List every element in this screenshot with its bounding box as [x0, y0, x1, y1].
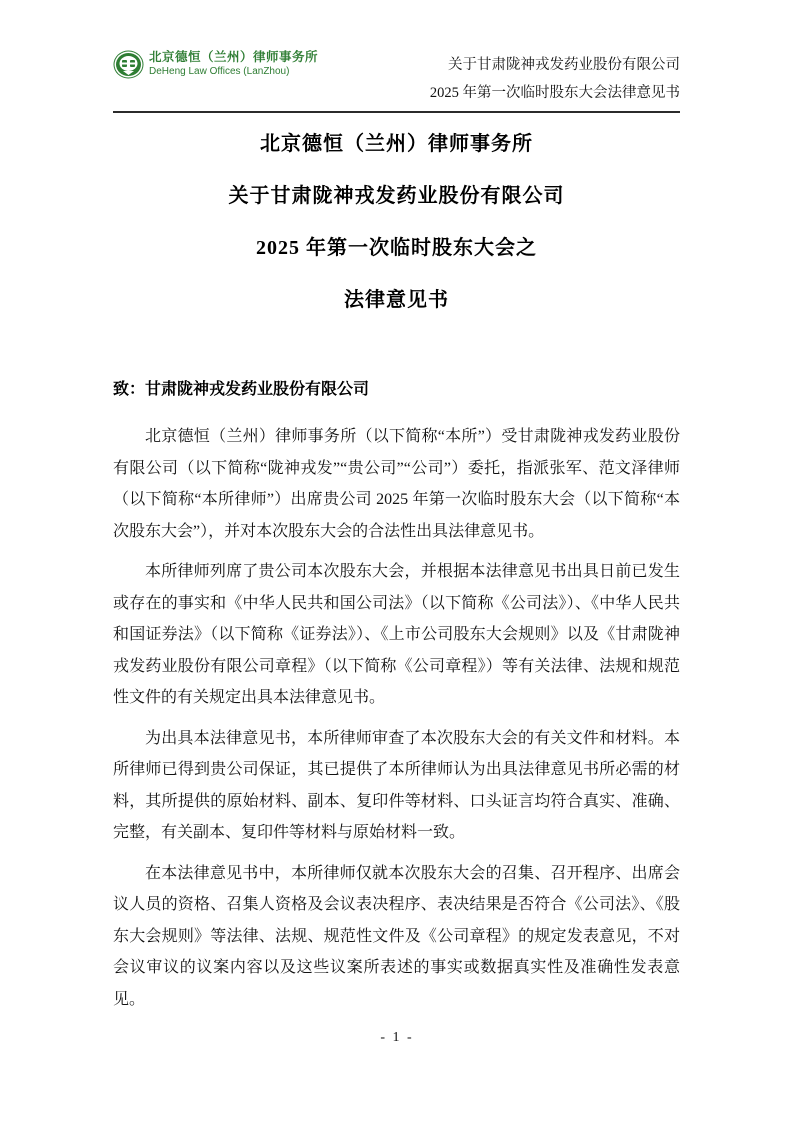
header-running-title-line2: 2025 年第一次临时股东大会法律意见书 [429, 85, 680, 101]
page-header [113, 0, 680, 113]
document-body [113, 421, 680, 1015]
firm-name-cn: 北京德恒（兰州）律师事务所 [149, 50, 319, 64]
title-line-firm: 北京德恒（兰州）律师事务所 [260, 133, 533, 155]
salutation: 致：甘肃陇神戎发药业股份有限公司 [113, 381, 370, 398]
title-line-meeting: 2025 年第一次临时股东大会之 [256, 237, 537, 259]
body-paragraph: 本所律师列席了贵公司本次股东大会，并根据本法律意见书出具日前已发生或存在的事实和《中华人民共和国公司法》（以下简称《公司法》）、《中华人民共和国证券法》（以下简称《证券法》）、《上市公司股东大会规则》以及《甘肃陇神戎发药业股份有限公司章程》（以下简称《公司章程》）等有关法律、法规和规范性文件的有关规定出具本法律意见书。 [113, 563, 680, 706]
title-line-company: 关于甘肃陇神戎发药业股份有限公司 [228, 185, 565, 207]
title-line-doc-type: 法律意见书 [344, 289, 449, 311]
body-paragraph: 在本法律意见书中，本所律师仅就本次股东大会的召集、召开程序、出席会议人员的资格、召集人资格及会议表决程序、表决结果是否符合《公司法》、《股东大会规则》等法律、法规、规范性文件及《公司章程》的规定发表意见，不对会议审议的议案内容以及这些议案所表述的事实或数据真实性及准确性发表意见。 [113, 864, 680, 1008]
header-running-title [430, 51, 680, 107]
body-paragraph: 北京德恒（兰州）律师事务所（以下简称“本所”）受甘肃陇神戎发药业股份有限公司（以下简称“陇神戎发”“贵公司”“公司”）委托，指派张军、范文泽律师（以下简称“本所律师”）出席贵公司 2025 年第一次临时股东大会（以下简称“本次股东大会”），并对本次股东大会的合法性出具法律意见书。 [113, 428, 680, 540]
body-paragraph: 为出具本法律意见书，本所律师审查了本次股东大会的有关文件和材料。本所律师已得到贵公司保证，其已提供了本所律师认为出具法律意见书所必需的材料，其所提供的原始材料、副本、复印件等材料、口头证言均符合真实、准确、完整，有关副本、复印件等材料与原始材料一致。 [113, 729, 680, 841]
header-running-title-line1: 关于甘肃陇神戎发药业股份有限公司 [448, 57, 680, 73]
firm-logo [113, 50, 318, 79]
firm-name-block [149, 50, 318, 78]
page-number: - 1 - [380, 1030, 414, 1045]
firm-name-en: DeHeng Law Offices (LanZhou) [149, 66, 290, 77]
deheng-seal-icon [113, 50, 144, 79]
document-title [113, 133, 680, 311]
